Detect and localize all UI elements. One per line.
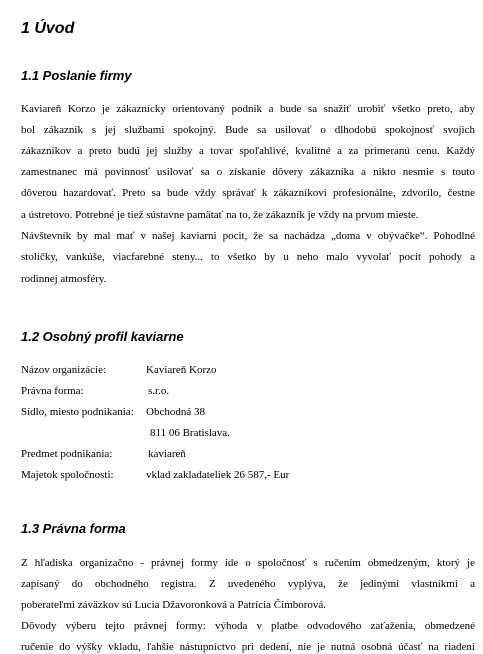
- paragraph-line: Z hľadiska organizačno - právnej formy ide o spoločnosť s ručením obmedzeným, ktorý je: [21, 557, 475, 569]
- paragraph-line: Návštevník by mal mať v našej kaviarni pocit, že sa nachádza „doma v obývačke“. Pohodlné: [21, 230, 475, 242]
- profile-label: Predmet podnikania:: [21, 448, 113, 460]
- paragraph-line: stoličky, vankúše, viacfarebné steny... to všetko by u neho malo vyvolať pocit pohody a: [21, 251, 475, 263]
- paragraph-line: zákazníkov a preto budú jej služby a tovar spoľahlivé, kvalitné a za primeranú cenu. Každý: [21, 145, 475, 157]
- profile-label: Právna forma:: [21, 385, 84, 397]
- profile-value: Kaviareň Korzo: [146, 364, 217, 376]
- paragraph-line: rodinnej atmosféry.: [21, 273, 107, 285]
- paragraph-line: a ústretovo. Potrebné je tiež sústavne pamätať na to, že zákazník je vždy na prvom mieste.: [21, 209, 419, 221]
- profile-label: Sídlo, miesto podnikania:: [21, 406, 134, 418]
- paragraph-line: bol zákazník s jej službami spokojný. Bude sa usilovať o dlhodobú spokojnosť svojich: [21, 124, 475, 136]
- profile-label: Názov organizácie:: [21, 364, 107, 376]
- profile-value: kaviareň: [148, 448, 186, 460]
- paragraph-line: zamestnanec má povinnosť usilovať sa o získanie dôvery zákazníka a nikto nesmie s touto: [21, 166, 475, 178]
- section-heading-profile: 1.2 Osobný profil kaviarne: [21, 329, 184, 344]
- paragraph-line: zapísaný do obchodného registra. Z uvedeného vyplýva, že jedinými vlastníkmi a: [21, 578, 475, 590]
- paragraph-line: Dôvody výberu tejto právnej formy: výhoda v platbe odvodového zaťaženia, obmedzené: [21, 620, 475, 632]
- section-heading-mission: 1.1 Poslanie firmy: [21, 68, 132, 83]
- profile-value: s.r.o.: [148, 385, 170, 397]
- chapter-heading: 1 Úvod: [21, 20, 75, 37]
- section-heading-legal-form: 1.3 Právna forma: [21, 521, 126, 536]
- paragraph-line: poberateľmi záväzkov sú Lucia Džavoronková a Patrícia Čimborová.: [21, 599, 327, 611]
- paragraph-line: dôverou hazardovať. Preto sa bude vždy správať k zákazníkovi profesionálne, zdvorilo, čestne: [21, 187, 475, 199]
- profile-value: 811 06 Bratislava.: [150, 427, 230, 439]
- paragraph-line: Kaviareň Korzo je zákaznícky orientovaný podnik a bude sa snažiť urobiť všetko preto, aby: [21, 103, 475, 115]
- profile-label: Majetok spoločnosti:: [21, 469, 114, 481]
- profile-value: vklad zakladateliek 26 587,- Eur: [146, 469, 290, 481]
- profile-value: Obchodná 38: [146, 406, 205, 418]
- paragraph-line: ručenie do výšky vkladu, ľahšie nástupníctvo pri dedení, nie je nutná osobná účasť na riadení: [21, 641, 475, 653]
